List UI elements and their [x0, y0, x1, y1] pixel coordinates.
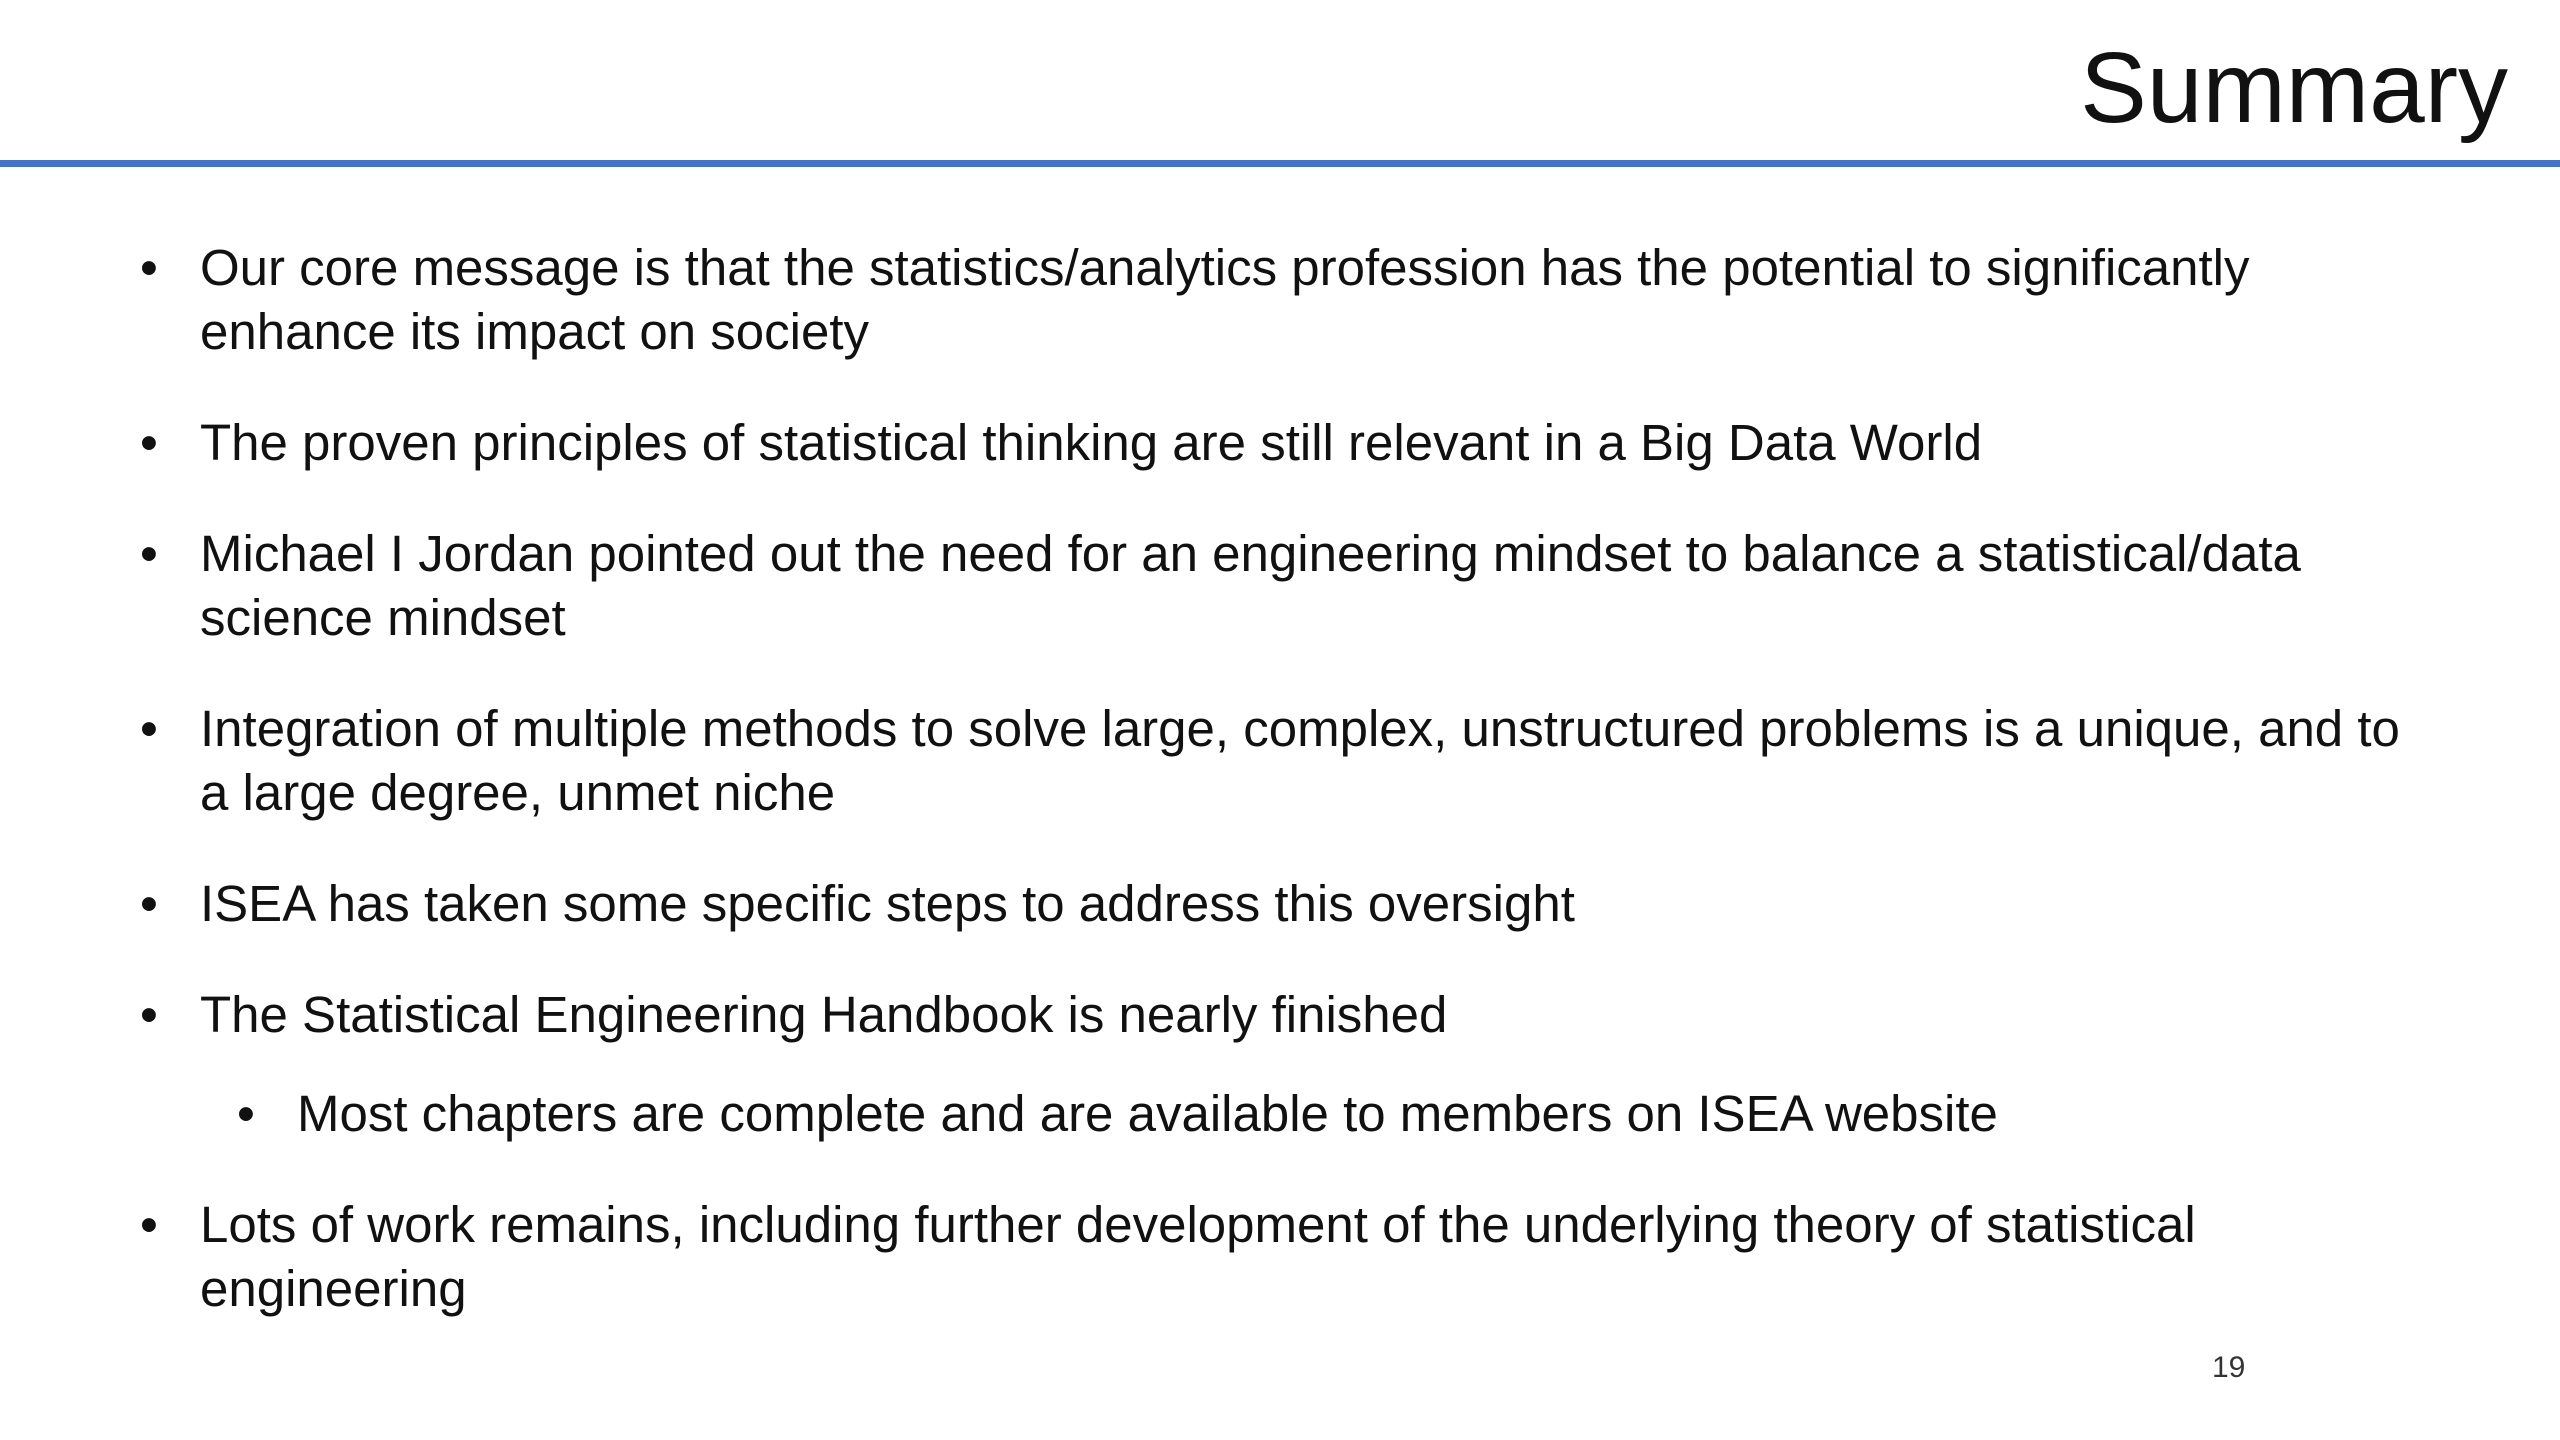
- bullet-item: [140, 411, 2420, 475]
- bullet-item: [140, 697, 2420, 825]
- bullet-dot-icon: •: [237, 1085, 255, 1142]
- bullet-text: Our core message is that the statistics/analytics profession has the potential to significantly enhance its impact on society: [200, 239, 2250, 360]
- sub-bullet-item: [237, 1082, 2420, 1146]
- bullet-item: [140, 236, 2420, 364]
- bullet-text: Lots of work remains, including further development of the underlying theory of statistical engineering: [200, 1196, 2196, 1317]
- bullet-dot-icon: •: [140, 239, 158, 296]
- slide-title: Summary: [2080, 32, 2508, 144]
- bullet-dot-icon: •: [140, 700, 158, 757]
- title-divider: [0, 160, 2560, 167]
- bullet-dot-icon: •: [140, 1196, 158, 1253]
- bullet-dot-icon: •: [140, 414, 158, 471]
- bullet-dot-icon: •: [140, 986, 158, 1043]
- bullet-text: Integration of multiple methods to solve large, complex, unstructured problems is a unique, and to a large degree, unmet niche: [200, 700, 2400, 821]
- bullet-text: Most chapters are complete and are available to members on ISEA website: [297, 1085, 1998, 1142]
- bullet-text: The Statistical Engineering Handbook is nearly finished: [200, 986, 1448, 1043]
- bullet-list: [140, 236, 2420, 1368]
- bullet-text: The proven principles of statistical thinking are still relevant in a Big Data World: [200, 414, 1983, 471]
- bullet-item: [140, 1193, 2420, 1321]
- bullet-text: Michael I Jordan pointed out the need for an engineering mindset to balance a statistical/data science mindset: [200, 525, 2301, 646]
- bullet-dot-icon: •: [140, 875, 158, 932]
- bullet-item: [140, 872, 2420, 936]
- bullet-text: ISEA has taken some specific steps to address this oversight: [200, 875, 1575, 932]
- bullet-item: [140, 983, 2420, 1047]
- bullet-dot-icon: •: [140, 525, 158, 582]
- bullet-item: [140, 522, 2420, 650]
- page-number: 19: [2212, 1351, 2246, 1384]
